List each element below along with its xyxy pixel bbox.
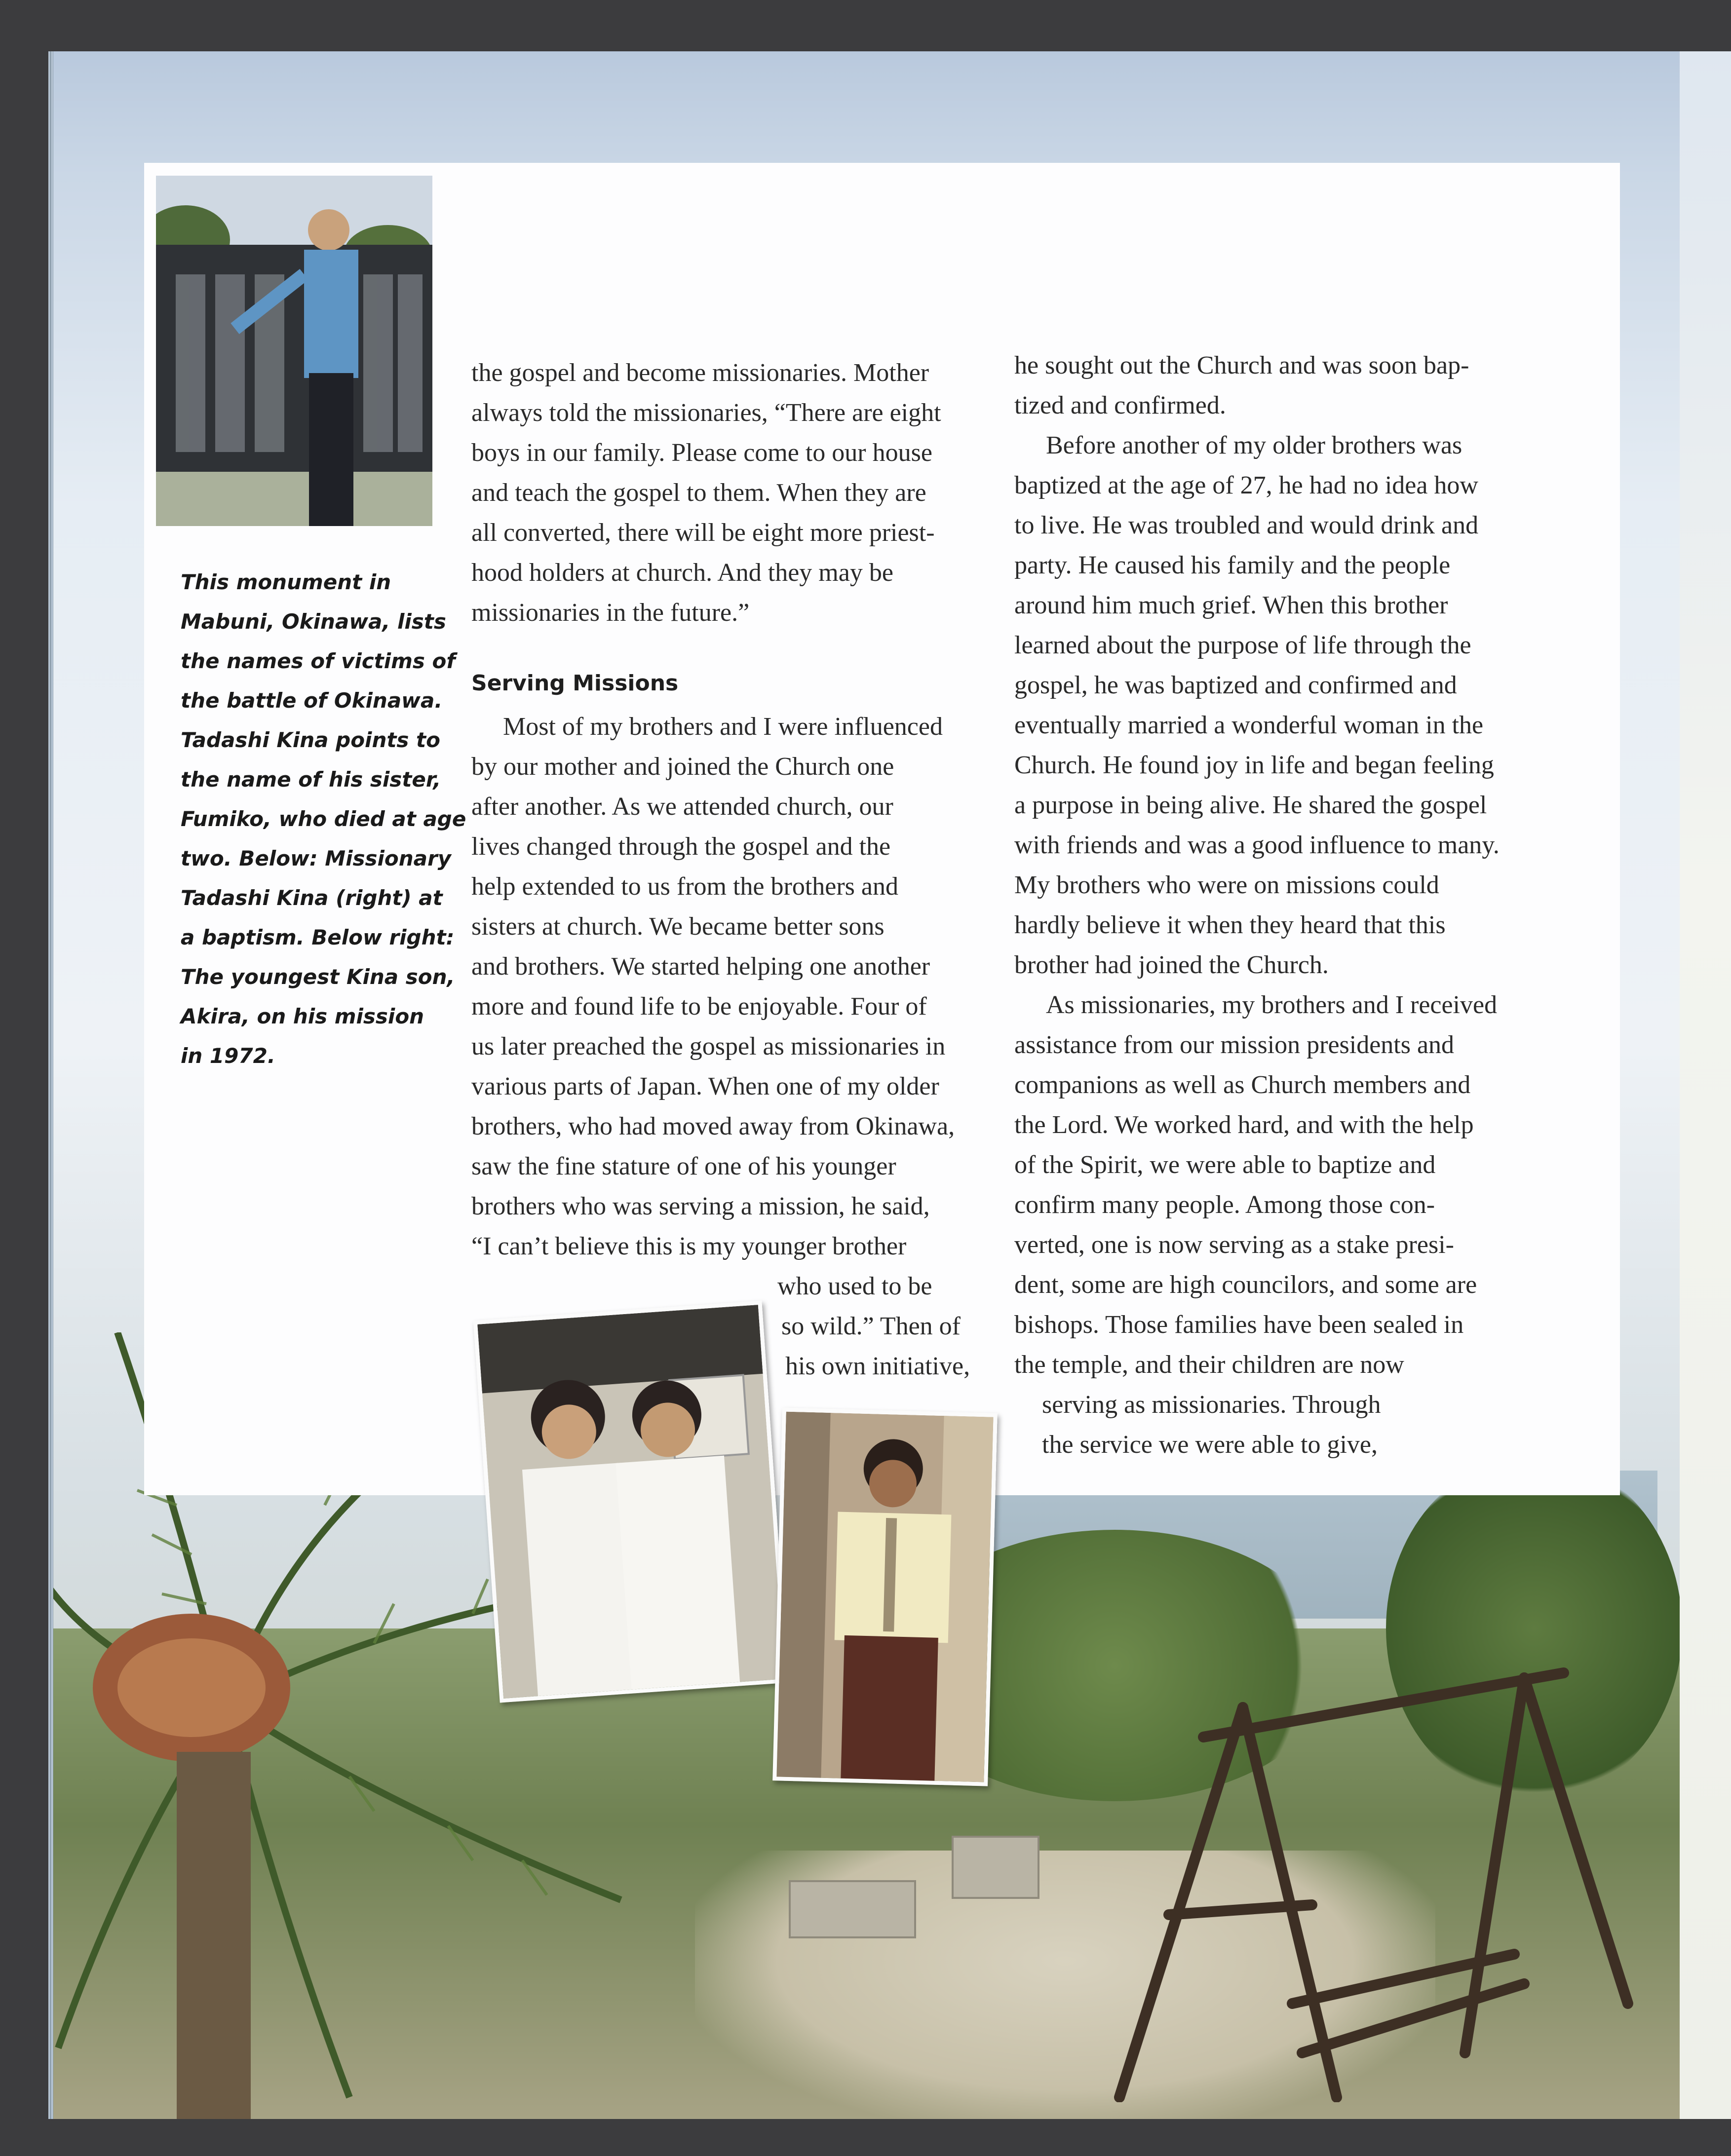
text-line: verted, one is now serving as a stake presi-	[1014, 1231, 1454, 1259]
text-line: always told the missionaries, “There are eight	[471, 399, 941, 427]
text-line: help extended to us from the brothers and	[471, 872, 898, 901]
text-line: the service we were able to give,	[1042, 1431, 1378, 1459]
caption-line: The youngest Kina son,	[181, 965, 455, 989]
text-line: eventually married a wonderful woman in the	[1014, 711, 1484, 739]
caption-line: two. Below: Missionary	[181, 846, 452, 870]
text-line: brothers, who had moved away from Okinawa,	[471, 1112, 955, 1140]
text-line: hardly believe it when they heard that this	[1014, 911, 1446, 939]
text-line: his own initiative,	[785, 1352, 970, 1380]
text-line: gospel, he was baptized and confirmed and	[1014, 671, 1457, 699]
caption-line: the name of his sister,	[181, 767, 441, 792]
text-line: a purpose in being alive. He shared the gospel	[1014, 791, 1487, 819]
text-line: after another. As we attended church, our	[471, 793, 893, 821]
text-line: around him much grief. When this brother	[1014, 591, 1448, 619]
stone-block	[952, 1836, 1039, 1899]
text-line: assistance from our mission presidents and	[1014, 1031, 1455, 1059]
text-line: the temple, and their children are now	[1014, 1351, 1404, 1379]
text-line: by our mother and joined the Church one	[471, 753, 894, 781]
text-line: sisters at church. We became better sons	[471, 912, 885, 941]
text-line: “I can’t believe this is my younger brother	[471, 1232, 907, 1260]
text-line: Most of my brothers and I were influenced	[503, 713, 943, 741]
text-line: confirm many people. Among those con-	[1014, 1191, 1435, 1219]
text-line: tized and confirmed.	[1014, 391, 1226, 419]
text-line: bishops. Those families have been sealed in	[1014, 1311, 1464, 1339]
text-line: brothers who was serving a mission, he said,	[471, 1192, 930, 1220]
caption-line: Mabuni, Okinawa, lists	[181, 609, 446, 634]
text-line: he sought out the Church and was soon bap-	[1014, 351, 1469, 379]
paragraph	[471, 353, 1004, 633]
wooden-swing	[1080, 1609, 1672, 2102]
text-line: saw the fine stature of one of his younger	[471, 1152, 896, 1180]
text-line: and teach the gospel to them. When they are	[471, 479, 926, 507]
article-column-middle	[471, 353, 1004, 1386]
text-line: so wild.” Then of	[781, 1312, 961, 1340]
text-line: Church. He found joy in life and began feeling	[1014, 751, 1494, 779]
monument-photo	[156, 176, 432, 526]
text-line: of the Spirit, we were able to baptize and	[1014, 1151, 1436, 1179]
text-line: all converted, there will be eight more priest-	[471, 519, 935, 547]
paragraph	[1014, 345, 1567, 425]
text-line: lives changed through the gospel and the	[471, 832, 891, 861]
photo-caption	[181, 563, 466, 1076]
article-column-right	[1014, 345, 1567, 1465]
text-line: companions as well as Church members and	[1014, 1071, 1471, 1099]
text-line: baptized at the age of 27, he had no idea how	[1014, 471, 1478, 499]
section-heading: Serving Missions	[471, 671, 679, 696]
caption-line: the names of victims of	[181, 649, 456, 673]
text-line: party. He caused his family and the people	[1014, 551, 1451, 579]
caption-line: Fumiko, who died at age	[181, 807, 466, 831]
text-line: with friends and was a good influence to many.	[1014, 831, 1500, 859]
text-line: brother had joined the Church.	[1014, 951, 1329, 979]
text-line: learned about the purpose of life through the	[1014, 631, 1471, 659]
text-line: the gospel and become missionaries. Mother	[471, 359, 929, 387]
text-line: us later preached the gospel as missionaries in	[471, 1032, 946, 1060]
caption-line: Akira, on his mission	[181, 1004, 424, 1028]
caption-line: Tadashi Kina points to	[181, 728, 440, 752]
text-line: boys in our family. Please come to our house	[471, 439, 932, 467]
text-line: As missionaries, my brothers and I received	[1046, 991, 1498, 1019]
caption-line: Tadashi Kina (right) at	[181, 886, 443, 910]
caption-line: in 1972.	[181, 1044, 275, 1068]
text-line: and brothers. We started helping one another	[471, 952, 930, 981]
missionary-photo	[772, 1407, 998, 1786]
paragraph	[471, 707, 1004, 1386]
text-line: dent, some are high councilors, and some are	[1014, 1271, 1477, 1299]
caption-line: This monument in	[181, 570, 391, 594]
stone-block	[789, 1880, 916, 1938]
text-line: missionaries in the future.”	[471, 599, 750, 627]
text-line: who used to be	[777, 1272, 932, 1300]
text-line: serving as missionaries. Through	[1042, 1391, 1381, 1419]
caption-line: the battle of Okinawa.	[181, 688, 443, 713]
paragraph	[1014, 425, 1567, 985]
text-line: various parts of Japan. When one of my older	[471, 1072, 939, 1100]
paragraph	[1014, 985, 1567, 1465]
text-line: to live. He was troubled and would drink and	[1014, 511, 1479, 539]
text-line: hood holders at church. And they may be	[471, 559, 893, 587]
text-line: Before another of my older brothers was	[1046, 431, 1462, 459]
text-line: more and found life to be enjoyable. Four of	[471, 992, 927, 1021]
caption-line: a baptism. Below right:	[181, 925, 455, 949]
baptism-photo	[473, 1301, 789, 1703]
text-line: the Lord. We worked hard, and with the help	[1014, 1111, 1474, 1139]
text-line: My brothers who were on missions could	[1014, 871, 1439, 899]
